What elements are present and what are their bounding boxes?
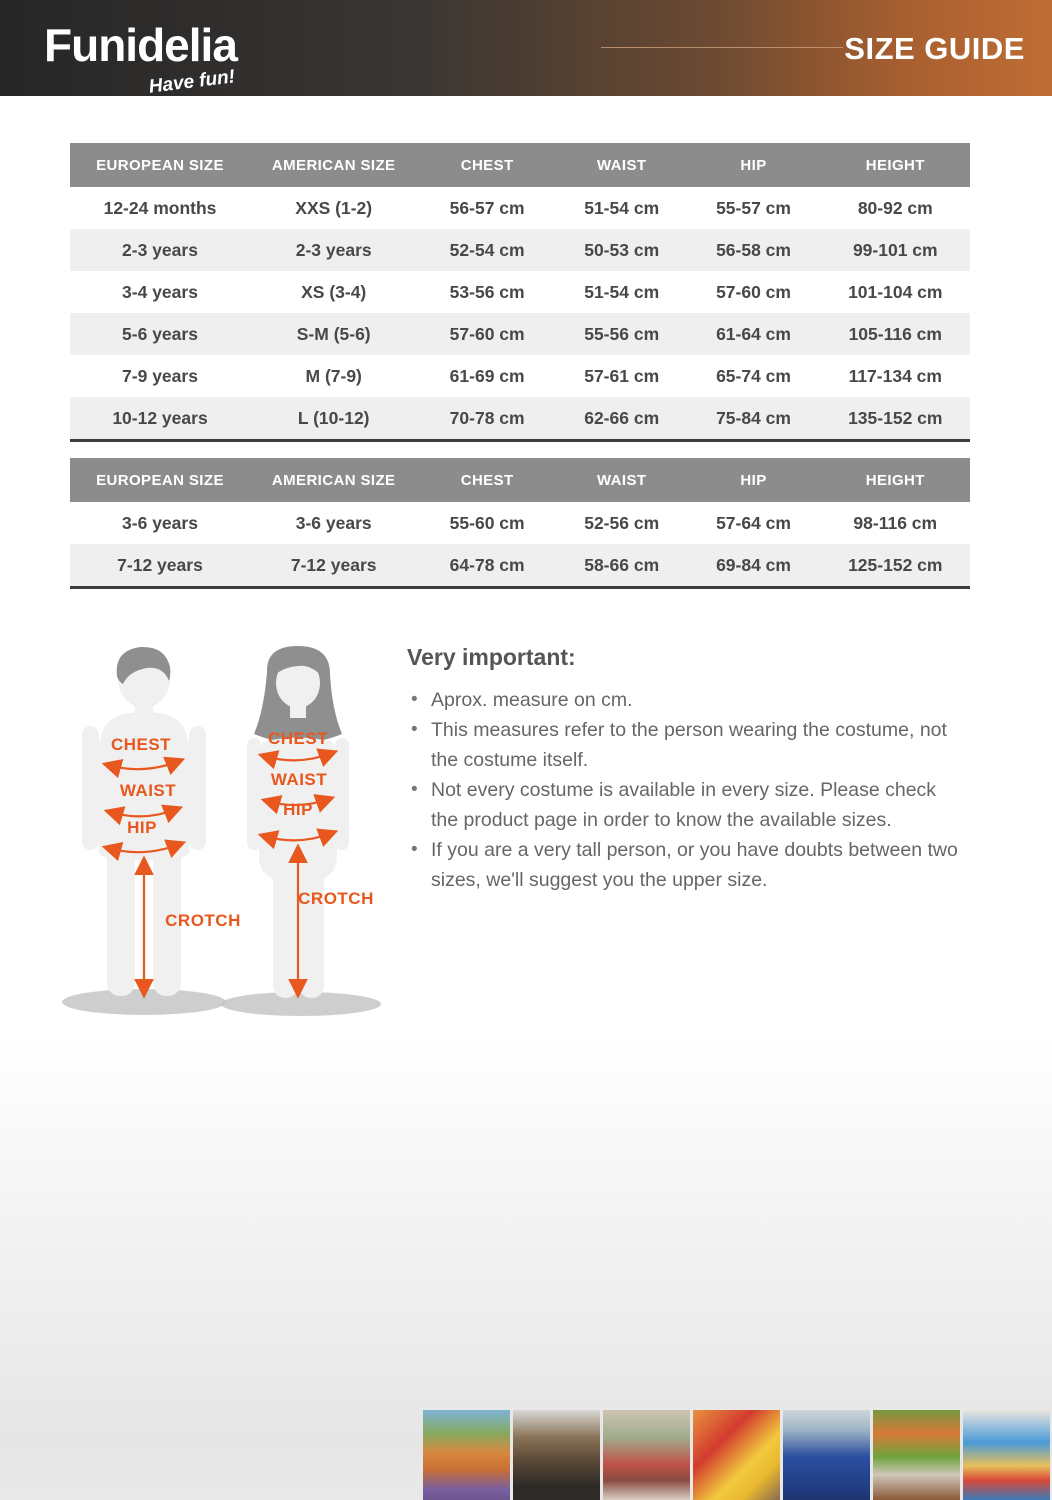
table-cell: 80-92 cm [857, 197, 933, 218]
table-cell: 3-6 years [295, 512, 372, 533]
brand-wordmark: Funidelia [44, 19, 237, 71]
table-cell: 117-134 cm [848, 365, 942, 386]
page-title: SIZE GUIDE [844, 31, 1025, 66]
table-cell: 99-101 cm [852, 239, 938, 260]
table-row [70, 187, 970, 229]
table-row [70, 355, 970, 397]
girl-waist-label: WAIST [270, 770, 328, 789]
girl-shadow [221, 992, 381, 1016]
column-header: EUROPEAN SIZE [96, 471, 224, 489]
table-cell: 12-24 months [103, 197, 217, 218]
table-cell: 62-66 cm [584, 407, 660, 428]
brand-tagline: Have fun! [147, 66, 237, 98]
table-cell: 7-12 years [117, 554, 203, 575]
table-row [70, 397, 970, 439]
column-header: CHEST [460, 471, 514, 489]
table-cell: 3-4 years [122, 281, 198, 302]
table-cell: 101-104 cm [848, 281, 943, 302]
column-header: HEIGHT [865, 156, 925, 174]
table-cell: 51-54 cm [584, 197, 660, 218]
table-cell: 65-74 cm [716, 365, 791, 386]
table-cell: 57-60 cm [716, 281, 791, 302]
table-cell: 57-61 cm [584, 365, 660, 386]
measurement-diagram [50, 640, 400, 1020]
important-notes [407, 644, 975, 895]
table-cell: XS (3-4) [301, 281, 367, 302]
table-header-row [70, 458, 970, 502]
table-cell: 61-64 cm [716, 323, 791, 344]
column-header: HIP [740, 156, 767, 174]
column-header: WAIST [596, 471, 647, 489]
table-cell: 52-54 cm [449, 239, 525, 260]
table-cell: 125-152 cm [848, 554, 943, 575]
table-cell: 7-9 years [122, 365, 198, 386]
boy-shadow [62, 989, 226, 1015]
table-cell: 57-64 cm [716, 512, 791, 533]
column-header: EUROPEAN SIZE [96, 156, 224, 174]
costume-photo-thumbnail[interactable] [963, 1410, 1050, 1500]
size-table-grouped [70, 458, 970, 589]
table-cell: 50-53 cm [584, 239, 660, 260]
table-cell: 2-3 years [122, 239, 198, 260]
table-cell: 69-84 cm [716, 554, 791, 575]
costume-photo-thumbnail[interactable] [423, 1410, 510, 1500]
table-row [70, 313, 970, 355]
table-cell: 55-57 cm [716, 197, 791, 218]
column-header: AMERICAN SIZE [271, 471, 396, 489]
costume-photo-thumbnail[interactable] [513, 1410, 600, 1500]
table-cell: 55-56 cm [584, 323, 660, 344]
header-banner [0, 0, 1052, 96]
funidelia-logo[interactable] [44, 18, 237, 98]
table-cell: 56-58 cm [716, 239, 791, 260]
table-cell: 53-56 cm [449, 281, 525, 302]
table-cell: XXS (1-2) [295, 197, 373, 218]
table-cell: 135-152 cm [848, 407, 943, 428]
note-item: • Not every costume is available in every size. Please check the product page in order to know the available sizes. [407, 775, 967, 835]
table-cell: 2-3 years [295, 239, 372, 260]
table-row [70, 502, 970, 544]
table-cell: 10-12 years [112, 407, 208, 428]
costume-photo-thumbnail[interactable] [873, 1410, 960, 1500]
table-cell: 52-56 cm [584, 512, 660, 533]
note-item: • If you are a very tall person, or you have doubts between two sizes, we'll suggest you the upper size. [407, 835, 967, 895]
table-cell: 70-78 cm [449, 407, 525, 428]
boy-waist-label: WAIST [119, 781, 177, 800]
table-cell: 105-116 cm [848, 323, 942, 344]
boy-chest-label: CHEST [110, 735, 172, 754]
column-header: AMERICAN SIZE [271, 156, 396, 174]
column-header: WAIST [596, 156, 647, 174]
header-divider-line [601, 47, 843, 48]
table-cell: 57-60 cm [449, 323, 525, 344]
table-cell: 98-116 cm [853, 512, 938, 533]
size-table-ages [70, 143, 970, 442]
costume-photo-thumbnail[interactable] [783, 1410, 870, 1500]
column-header: HEIGHT [865, 471, 925, 489]
girl-crotch-label: CROTCH [298, 889, 374, 908]
column-header: HIP [740, 471, 767, 489]
girl-chest-label: CHEST [267, 729, 329, 748]
boy-hip-label: HIP [127, 818, 157, 837]
body-silhouettes-graphic [50, 640, 400, 1020]
notes-list [407, 685, 967, 895]
table-header-row [70, 143, 970, 187]
boy-crotch-label: CROTCH [165, 911, 241, 930]
table-cell: M (7-9) [305, 365, 362, 386]
table-row [70, 271, 970, 313]
table-cell: 58-66 cm [584, 554, 660, 575]
notes-heading: Very important: [407, 644, 576, 670]
costume-photo-thumbnail[interactable] [603, 1410, 690, 1500]
girl-hip-label: HIP [283, 800, 313, 819]
table-cell: 55-60 cm [449, 512, 525, 533]
table-cell: L (10-12) [297, 407, 370, 428]
table-cell: 51-54 cm [584, 281, 660, 302]
table-cell: 75-84 cm [716, 407, 791, 428]
table-cell: 3-6 years [122, 512, 198, 533]
table-cell: 7-12 years [290, 554, 377, 575]
costume-photo-strip [423, 1410, 1052, 1500]
table-cell: 56-57 cm [449, 197, 525, 218]
table-row [70, 229, 970, 271]
costume-photo-thumbnail[interactable] [693, 1410, 780, 1500]
table-cell: 5-6 years [122, 323, 198, 344]
table-cell: 64-78 cm [449, 554, 525, 575]
column-header: CHEST [460, 156, 514, 174]
table-cell: 61-69 cm [449, 365, 525, 386]
note-item: • Aprox. measure on cm. [407, 685, 967, 715]
table-row [70, 544, 970, 586]
table-cell: S-M (5-6) [296, 323, 371, 344]
note-item: • This measures refer to the person wearing the costume, not the costume itself. [407, 715, 967, 775]
